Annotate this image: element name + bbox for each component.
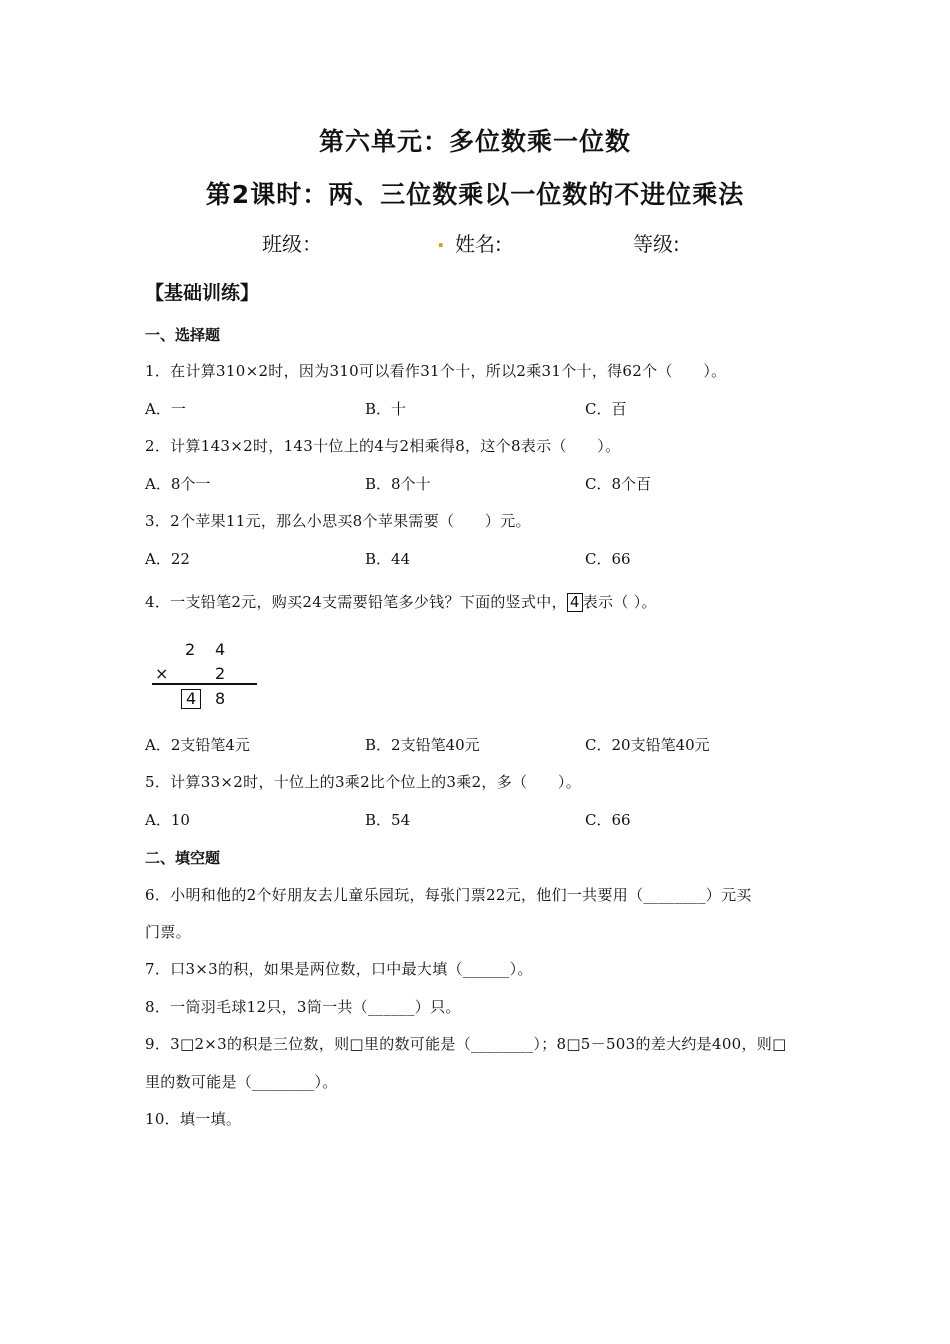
q4-option-b: B．2支铅笔40元 [365,736,480,754]
vm-multiplier: 2 [215,664,226,683]
q4-text-after: 表示（ ）。 [582,593,657,611]
q1-option-b: B．十 [365,400,407,418]
question-5: 5．计算33×2时，十位上的3乘2比个位上的3乘2，多（ ）。 [145,773,582,791]
question-8: 8．一筒羽毛球12只，3筒一共（______）只。 [145,998,461,1016]
q1-option-a: A．一 [145,400,186,418]
question-4 [145,591,657,612]
section-basic-training: 【基础训练】 [145,282,260,304]
q2-option-a: A．8个一 [145,475,211,493]
vm-top-ones: 4 [215,640,226,659]
question-3: 3．2个苹果11元，那么小思买8个苹果需要（ ）元。 [145,512,531,530]
lesson-title: 第2课时：两、三位数乘以一位数的不进位乘法 [205,180,745,209]
grade-label: 等级: [633,232,680,256]
q4-option-a: A．2支铅笔4元 [145,736,250,754]
q5-option-c: C．66 [585,811,631,829]
vm-result-tens: 4 [186,689,197,708]
question-9-line2: 里的数可能是（________）。 [145,1073,338,1091]
class-label: 班级： [262,232,322,256]
question-9-line1: 9．3□2×3的积是三位数，则□里的数可能是（________）；8□5－503的差大约是400，则□ [145,1035,787,1053]
q4-boxed-digit: 4 [567,593,583,612]
question-7: 7．口3×3的积，如果是两位数，口中最大填（______）。 [145,960,533,978]
q3-option-a: A．22 [145,550,190,568]
separator-dot: . [437,228,445,252]
q1-option-c: C．百 [585,400,627,418]
vm-underline [152,683,257,685]
q4-option-c: C．20支铅笔40元 [585,736,710,754]
unit-title: 第六单元：多位数乘一位数 [318,127,631,156]
q4-text-before: 4．一支铅笔2元，购买24支需要铅笔多少钱？下面的竖式中， [145,593,567,611]
vm-result-ones: 8 [215,689,226,708]
q3-option-c: C．66 [585,550,631,568]
vm-times-sign: × [155,664,169,683]
q3-option-b: B．44 [365,550,411,568]
question-10: 10．填一填。 [145,1110,242,1128]
q2-option-c: C．8个百 [585,475,652,493]
q2-option-b: B．8个十 [365,475,431,493]
vm-top-tens: 2 [185,640,196,659]
name-label: 姓名: [455,232,502,256]
part2-heading: 二、填空题 [145,849,221,867]
q5-option-b: B．54 [365,811,411,829]
part1-heading: 一、选择题 [145,326,221,344]
q5-option-a: A．10 [145,811,190,829]
question-1: 1．在计算310×2时，因为310可以看作31个十，所以2乘31个十，得62个（ ）。 [145,362,727,380]
question-6-line2: 门票。 [145,923,191,941]
question-2: 2．计算143×2时，143十位上的4与2相乘得8，这个8表示（ ）。 [145,437,621,455]
question-6-line1: 6．小明和他的2个好朋友去儿童乐园玩，每张门票22元，他们一共要用（________）元买 [145,886,752,904]
